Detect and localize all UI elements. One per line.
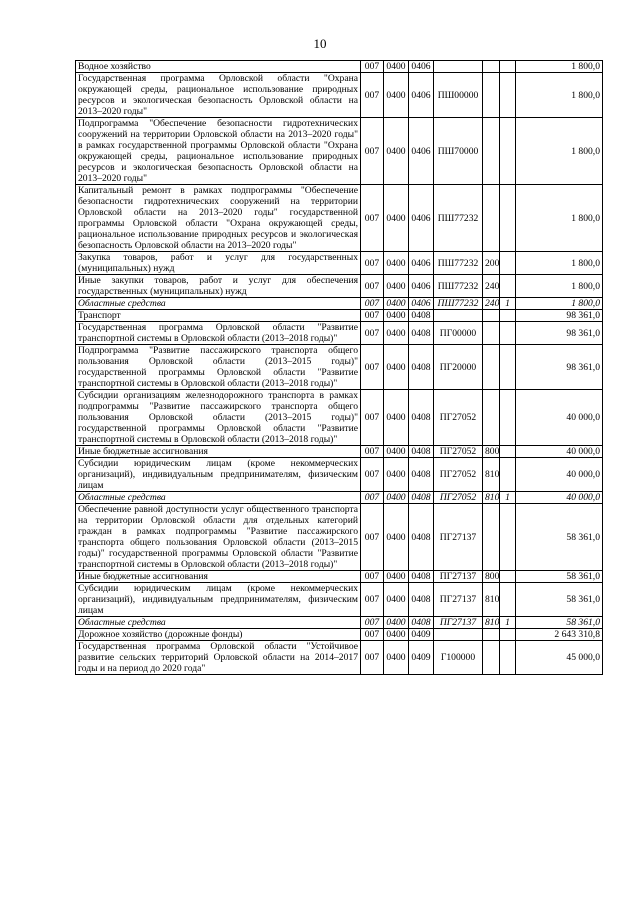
ministry-code: 007 xyxy=(361,345,384,390)
page-number: 10 xyxy=(313,36,327,51)
row-name: Капитальный ремонт в рамках подпрограммы "Обеспечение безопасности гидротехнических сооружений на территории Орловской области на 2013–2020 годы" государственной программы Орловской области "Охрана окружающей среды, рациональное использование природных ресурсов и экологическая безопасность Орловской области на 2013–2020 годы" xyxy=(76,185,361,252)
section-code: 0400 xyxy=(384,641,409,675)
ministry-code: 007 xyxy=(361,492,384,504)
target-article-code: ПШ77232 xyxy=(434,298,483,310)
table-row xyxy=(76,252,603,275)
subsection-code: 0408 xyxy=(409,458,434,492)
expense-type-code: 200 xyxy=(483,252,500,275)
funding-source-code xyxy=(500,345,516,390)
funding-source-code xyxy=(500,185,516,252)
section-code: 0400 xyxy=(384,73,409,118)
target-article-code: ПГ27052 xyxy=(434,492,483,504)
amount: 1 800,0 xyxy=(516,298,603,310)
funding-source-code xyxy=(500,322,516,345)
ministry-code: 007 xyxy=(361,61,384,73)
expense-type-code: 810 xyxy=(483,492,500,504)
ministry-code: 007 xyxy=(361,390,384,446)
row-name: Субсидии юридическим лицам (кроме некоммерческих организаций), индивидуальным предпринимателям, физическим лицам xyxy=(76,583,361,617)
funding-source-code: 1 xyxy=(500,298,516,310)
section-code: 0400 xyxy=(384,275,409,298)
target-article-code: ПГ27137 xyxy=(434,571,483,583)
expense-type-code xyxy=(483,73,500,118)
amount: 1 800,0 xyxy=(516,252,603,275)
ministry-code: 007 xyxy=(361,458,384,492)
expense-type-code: 810 xyxy=(483,617,500,629)
ministry-code: 007 xyxy=(361,73,384,118)
target-article-code: ПГ27052 xyxy=(434,458,483,492)
section-code: 0400 xyxy=(384,322,409,345)
subsection-code: 0406 xyxy=(409,73,434,118)
funding-source-code xyxy=(500,571,516,583)
table-row xyxy=(76,118,603,185)
funding-source-code xyxy=(500,390,516,446)
funding-source-code xyxy=(500,118,516,185)
ministry-code: 007 xyxy=(361,310,384,322)
funding-source-code xyxy=(500,446,516,458)
table-row xyxy=(76,322,603,345)
table-row xyxy=(76,73,603,118)
section-code: 0400 xyxy=(384,390,409,446)
section-code: 0400 xyxy=(384,458,409,492)
table-row xyxy=(76,275,603,298)
table-row xyxy=(76,504,603,571)
subsection-code: 0408 xyxy=(409,446,434,458)
table-row xyxy=(76,492,603,504)
subsection-code: 0406 xyxy=(409,118,434,185)
section-code: 0400 xyxy=(384,583,409,617)
expense-type-code xyxy=(483,185,500,252)
row-name: Областные средства xyxy=(76,492,361,504)
target-article-code: ПШ77232 xyxy=(434,252,483,275)
subsection-code: 0409 xyxy=(409,641,434,675)
subsection-code: 0408 xyxy=(409,322,434,345)
section-code: 0400 xyxy=(384,61,409,73)
section-code: 0400 xyxy=(384,446,409,458)
expense-type-code: 800 xyxy=(483,571,500,583)
ministry-code: 007 xyxy=(361,298,384,310)
section-code: 0400 xyxy=(384,298,409,310)
funding-source-code xyxy=(500,61,516,73)
target-article-code: ПШ70000 xyxy=(434,118,483,185)
row-name: Водное хозяйство xyxy=(76,61,361,73)
funding-source-code: 1 xyxy=(500,617,516,629)
funding-source-code xyxy=(500,252,516,275)
target-article-code xyxy=(434,310,483,322)
row-name: Областные средства xyxy=(76,617,361,629)
amount: 1 800,0 xyxy=(516,73,603,118)
ministry-code: 007 xyxy=(361,446,384,458)
expense-type-code xyxy=(483,629,500,641)
amount: 2 643 310,8 xyxy=(516,629,603,641)
row-name: Подпрограмма "Развитие пассажирского транспорта общего пользования Орловской области (2013–2015 годы)" государственной программы Орловской области "Развитие транспортной системы в Орловской области (2013–2018 годы)" xyxy=(76,345,361,390)
expense-type-code xyxy=(483,390,500,446)
amount: 40 000,0 xyxy=(516,458,603,492)
row-name: Иные бюджетные ассигнования xyxy=(76,571,361,583)
section-code: 0400 xyxy=(384,617,409,629)
expense-type-code: 240 xyxy=(483,275,500,298)
amount: 40 000,0 xyxy=(516,492,603,504)
budget-table xyxy=(75,60,603,675)
target-article-code: ПГ27137 xyxy=(434,617,483,629)
subsection-code: 0406 xyxy=(409,185,434,252)
subsection-code: 0408 xyxy=(409,583,434,617)
target-article-code: ПГ20000 xyxy=(434,345,483,390)
row-name: Обеспечение равной доступности услуг общественного транспорта на территории Орловской области для отдельных категорий граждан в рамках подпрограммы "Развитие пассажирского транспорта общего пользования Орловской области (2013–2015 годы)" государственной программы Орловской области "Развитие транспортной системы в Орловской области (2013–2018 годы)" xyxy=(76,504,361,571)
funding-source-code xyxy=(500,275,516,298)
table-row xyxy=(76,298,603,310)
amount: 58 361,0 xyxy=(516,571,603,583)
subsection-code: 0408 xyxy=(409,310,434,322)
ministry-code: 007 xyxy=(361,629,384,641)
subsection-code: 0409 xyxy=(409,629,434,641)
expense-type-code: 810 xyxy=(483,583,500,617)
subsection-code: 0406 xyxy=(409,61,434,73)
section-code: 0400 xyxy=(384,504,409,571)
row-name: Иные закупки товаров, работ и услуг для обеспечения государственных (муниципальных) нужд xyxy=(76,275,361,298)
table-row xyxy=(76,617,603,629)
expense-type-code: 810 xyxy=(483,458,500,492)
ministry-code: 007 xyxy=(361,275,384,298)
section-code: 0400 xyxy=(384,185,409,252)
amount: 1 800,0 xyxy=(516,185,603,252)
amount: 1 800,0 xyxy=(516,61,603,73)
expense-type-code xyxy=(483,641,500,675)
row-name: Субсидии юридическим лицам (кроме некоммерческих организаций), индивидуальным предпринимателям, физическим лицам xyxy=(76,458,361,492)
expense-type-code xyxy=(483,322,500,345)
target-article-code: ПШ00000 xyxy=(434,73,483,118)
table-row xyxy=(76,458,603,492)
row-name: Государственная программа Орловской области "Охрана окружающей среды, рациональное использование природных ресурсов и экологическая безопасность Орловской области на 2013–2020 годы" xyxy=(76,73,361,118)
target-article-code: ПГ27137 xyxy=(434,583,483,617)
subsection-code: 0406 xyxy=(409,275,434,298)
amount: 98 361,0 xyxy=(516,345,603,390)
row-name: Иные бюджетные ассигнования xyxy=(76,446,361,458)
amount: 1 800,0 xyxy=(516,275,603,298)
row-name: Дорожное хозяйство (дорожные фонды) xyxy=(76,629,361,641)
expense-type-code xyxy=(483,504,500,571)
funding-source-code xyxy=(500,310,516,322)
table-row xyxy=(76,583,603,617)
target-article-code: ПГ27052 xyxy=(434,390,483,446)
subsection-code: 0406 xyxy=(409,298,434,310)
amount: 40 000,0 xyxy=(516,390,603,446)
ministry-code: 007 xyxy=(361,583,384,617)
section-code: 0400 xyxy=(384,492,409,504)
row-name: Субсидии организациям железнодорожного транспорта в рамках подпрограммы "Развитие пассажирского транспорта общего пользования Орловской области (2013–2015 годы)" государственной программы Орловской области "Развитие транспортной системы в Орловской области (2013–2018 годы)" xyxy=(76,390,361,446)
amount: 58 361,0 xyxy=(516,504,603,571)
expense-type-code: 240 xyxy=(483,298,500,310)
ministry-code: 007 xyxy=(361,185,384,252)
subsection-code: 0406 xyxy=(409,252,434,275)
section-code: 0400 xyxy=(384,345,409,390)
expense-type-code xyxy=(483,61,500,73)
target-article-code: Г100000 xyxy=(434,641,483,675)
ministry-code: 007 xyxy=(361,252,384,275)
ministry-code: 007 xyxy=(361,617,384,629)
row-name: Закупка товаров, работ и услуг для государственных (муниципальных) нужд xyxy=(76,252,361,275)
table-row xyxy=(76,446,603,458)
amount: 58 361,0 xyxy=(516,617,603,629)
amount: 45 000,0 xyxy=(516,641,603,675)
subsection-code: 0408 xyxy=(409,345,434,390)
funding-source-code xyxy=(500,73,516,118)
section-code: 0400 xyxy=(384,571,409,583)
table-row xyxy=(76,310,603,322)
expense-type-code: 800 xyxy=(483,446,500,458)
subsection-code: 0408 xyxy=(409,504,434,571)
expense-type-code xyxy=(483,310,500,322)
funding-source-code xyxy=(500,641,516,675)
ministry-code: 007 xyxy=(361,504,384,571)
target-article-code: ПШ77232 xyxy=(434,185,483,252)
target-article-code: ПГ27052 xyxy=(434,446,483,458)
table-row xyxy=(76,185,603,252)
amount: 40 000,0 xyxy=(516,446,603,458)
target-article-code xyxy=(434,61,483,73)
expense-type-code xyxy=(483,345,500,390)
ministry-code: 007 xyxy=(361,322,384,345)
row-name: Государственная программа Орловской области "Устойчивое развитие сельских территорий Орловской области на 2014–2017 годы и на период до 2020 года" xyxy=(76,641,361,675)
table-row xyxy=(76,629,603,641)
funding-source-code xyxy=(500,629,516,641)
amount: 98 361,0 xyxy=(516,322,603,345)
section-code: 0400 xyxy=(384,118,409,185)
subsection-code: 0408 xyxy=(409,571,434,583)
target-article-code xyxy=(434,629,483,641)
table-row xyxy=(76,61,603,73)
ministry-code: 007 xyxy=(361,641,384,675)
section-code: 0400 xyxy=(384,629,409,641)
ministry-code: 007 xyxy=(361,118,384,185)
funding-source-code: 1 xyxy=(500,492,516,504)
section-code: 0400 xyxy=(384,310,409,322)
amount: 1 800,0 xyxy=(516,118,603,185)
row-name: Подпрограмма "Обеспечение безопасности гидротехнических сооружений на территории Орловской области на 2013–2020 годы" в рамках государственной программы Орловской области "Охрана окружающей среды, рациональное использование природных ресурсов и экологическая безопасность Орловской области на 2013–2020 годы" xyxy=(76,118,361,185)
target-article-code: ПГ27137 xyxy=(434,504,483,571)
subsection-code: 0408 xyxy=(409,617,434,629)
table-row xyxy=(76,571,603,583)
funding-source-code xyxy=(500,458,516,492)
target-article-code: ПШ77232 xyxy=(434,275,483,298)
expense-type-code xyxy=(483,118,500,185)
ministry-code: 007 xyxy=(361,571,384,583)
amount: 58 361,0 xyxy=(516,583,603,617)
subsection-code: 0408 xyxy=(409,390,434,446)
row-name: Областные средства xyxy=(76,298,361,310)
row-name: Транспорт xyxy=(76,310,361,322)
target-article-code: ПГ00000 xyxy=(434,322,483,345)
section-code: 0400 xyxy=(384,252,409,275)
table-row xyxy=(76,345,603,390)
funding-source-code xyxy=(500,504,516,571)
funding-source-code xyxy=(500,583,516,617)
table-row xyxy=(76,390,603,446)
row-name: Государственная программа Орловской области "Развитие транспортной системы в Орловской области (2013–2018 годы)" xyxy=(76,322,361,345)
subsection-code: 0408 xyxy=(409,492,434,504)
amount: 98 361,0 xyxy=(516,310,603,322)
budget-table-body xyxy=(76,61,603,675)
table-row xyxy=(76,641,603,675)
